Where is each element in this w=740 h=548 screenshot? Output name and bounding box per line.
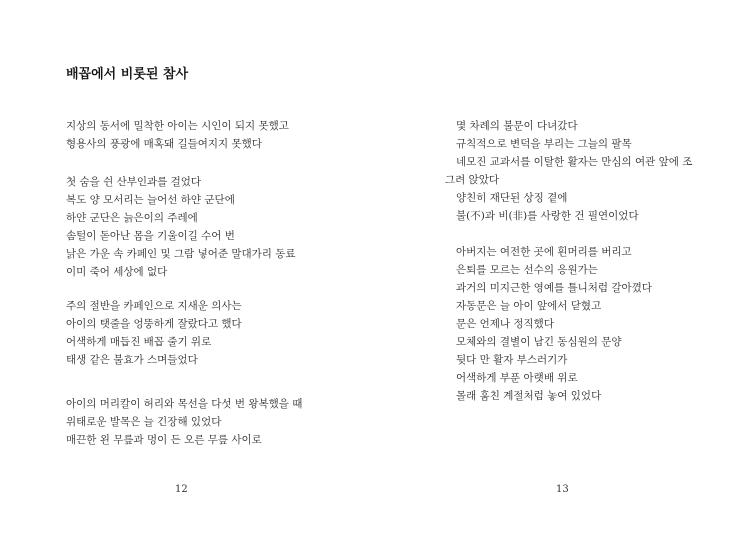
poem-line: 위태로운 발목은 늘 긴장해 있었다 <box>66 416 222 428</box>
poem-title: 배꼽에서 비롯된 참사 <box>66 67 189 82</box>
poem-line-continuation: 그려 앉았다 <box>445 174 500 186</box>
poem-line: 지상의 동서에 밀착한 아이는 시인이 되지 못했고 <box>66 120 289 132</box>
poem-line: 이미 죽어 세상에 없다 <box>66 266 168 278</box>
stanza <box>66 117 289 153</box>
poem-line: 몇 차례의 불문이 다녀갔다 <box>456 120 578 132</box>
poem-line: 하얀 군단은 늙은이의 주레에 <box>66 212 198 224</box>
page-number: 12 <box>175 484 188 495</box>
poem-line: 매끈한 왼 무릎과 멍이 든 오른 무릎 사이로 <box>66 434 262 446</box>
page-number: 13 <box>556 484 569 495</box>
stanza <box>66 173 296 281</box>
poem-line: 몰래 훔친 계절처럼 놓여 있었다 <box>456 390 602 402</box>
poem-line: 형용사의 풍광에 매혹돼 길들여지지 못했다 <box>66 138 262 150</box>
stanza <box>66 297 242 369</box>
poem-line: 태생 같은 불효가 스며들었다 <box>66 354 198 366</box>
poem-line: 네모진 교과서를 이탈한 활자는 만심의 여관 앞에 조 <box>456 156 693 168</box>
poem-line: 뒷다 만 활자 부스러기가 <box>456 354 568 366</box>
stanza <box>445 117 693 225</box>
poem-line: 모체와의 결별이 남긴 동심원의 문양 <box>456 336 622 348</box>
poem-line: 과거의 미지근한 영예를 틀니처럼 갈아꼈다 <box>456 282 652 294</box>
poem-line: 복도 양 모서리는 늘어선 하얀 군단에 <box>66 194 235 206</box>
poem-line: 어색하게 매듭진 배꼽 줄기 위로 <box>66 336 212 348</box>
right-page <box>370 0 740 548</box>
poem-line: 어색하게 부푼 아랫배 위로 <box>456 372 578 384</box>
poem-line: 아버지는 여전한 곳에 흰머리를 버리고 <box>456 246 632 258</box>
poem-line: 문은 언제나 정직했다 <box>456 318 554 330</box>
poem-line: 규칙적으로 변덕을 부리는 그늘의 팔목 <box>456 138 632 150</box>
stanza <box>66 395 302 449</box>
poem-line: 낡은 가운 속 카페인 및 그람 넣어준 말대가리 동료 <box>66 248 296 260</box>
poem-line: 아이의 머리칼이 허리와 목선을 다섯 번 왕복했을 때 <box>66 398 303 410</box>
poem-line: 주의 절반을 카페인으로 지새운 의사는 <box>66 300 242 312</box>
poem-line: 솜털이 돋아난 몸을 기울이길 수어 번 <box>66 230 235 242</box>
stanza <box>456 243 652 405</box>
poem-line: 자동문은 늘 아이 앞에서 닫혔고 <box>456 300 602 312</box>
poem-line: 불(不)과 비(非)를 사랑한 건 필연이었다 <box>456 210 639 222</box>
poem-line: 아이의 탯줄을 엉뚱하게 잘랐다고 했다 <box>66 318 242 330</box>
poem-line: 은퇴를 모르는 선수의 응원가는 <box>456 264 598 276</box>
poem-line: 첫 숨을 쉰 산부인과를 걸었다 <box>66 176 202 188</box>
poem-line: 양친히 재단된 상징 곁에 <box>456 192 568 204</box>
